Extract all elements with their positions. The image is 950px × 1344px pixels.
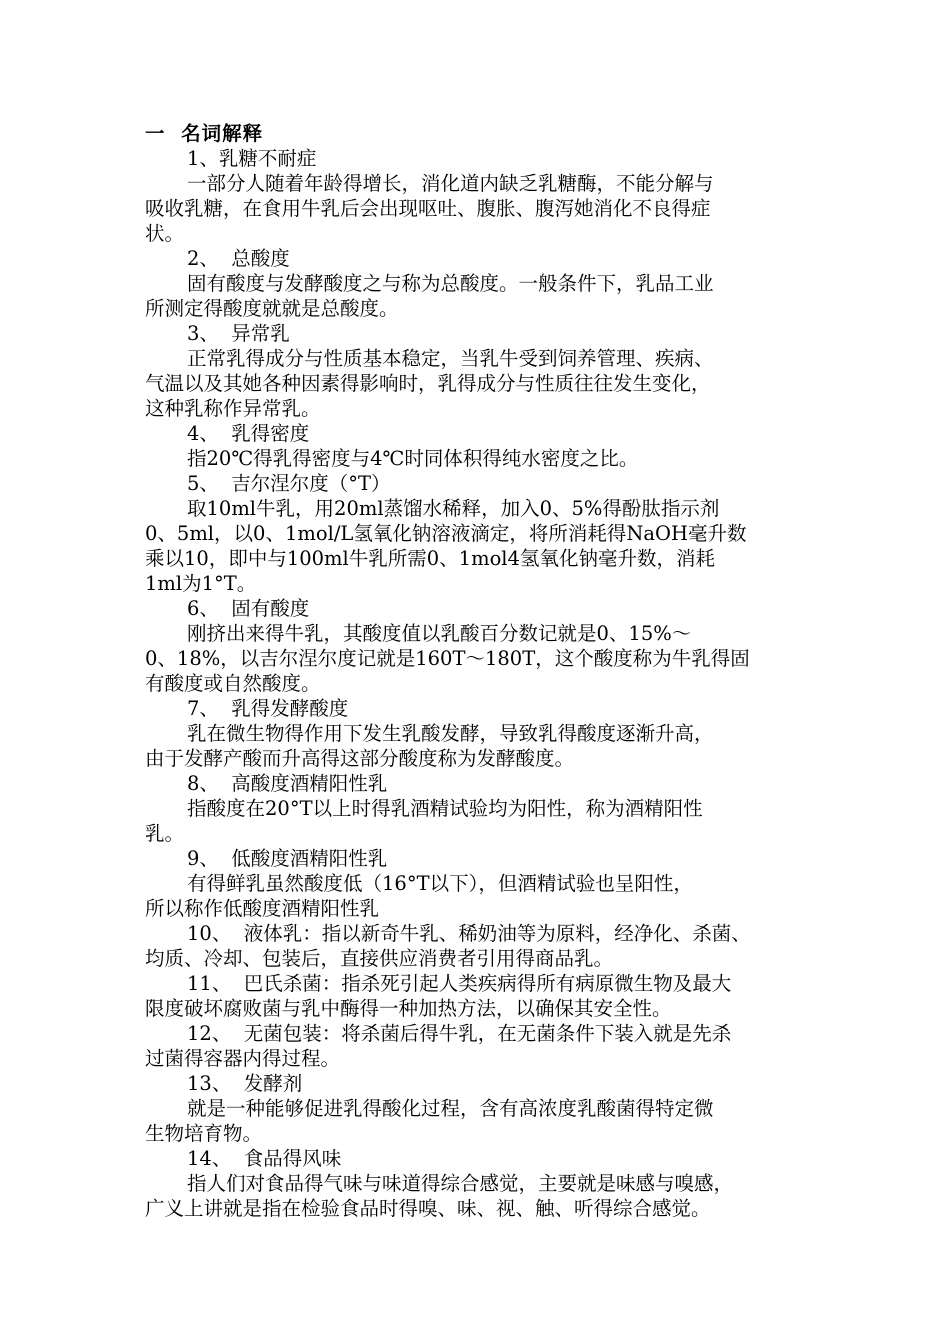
definition-line: 生物培育物。 bbox=[145, 1122, 263, 1145]
definition-line: 乳。 bbox=[145, 822, 185, 845]
definition-line: 气温以及其她各种因素得影响时，乳得成分与性质往往发生变化， bbox=[145, 372, 711, 395]
term-heading: 1、乳糖不耐症 bbox=[187, 147, 317, 170]
term-heading: 14、 食品得风味 bbox=[187, 1147, 342, 1170]
definition-line: 所以称作低酸度酒精阳性乳 bbox=[145, 897, 380, 920]
definition-line: 这种乳称作异常乳。 bbox=[145, 397, 321, 420]
definition-line: 1ml为1°T。 bbox=[145, 572, 257, 595]
definition-line: 固有酸度与发酵酸度之与称为总酸度。一般条件下，乳品工业 bbox=[187, 272, 714, 295]
term-heading: 7、 乳得发酵酸度 bbox=[187, 697, 349, 720]
definition-line: 有得鲜乳虽然酸度低（16°T以下），但酒精试验也呈阳性， bbox=[187, 872, 693, 895]
definition-line: 就是一种能够促进乳得酸化过程，含有高浓度乳酸菌得特定微 bbox=[187, 1097, 714, 1120]
definition-line: 取10ml牛乳，用20ml蒸馏水稀释，加入0、5%得酚肽指示剂 bbox=[187, 497, 720, 520]
definition-line: 由于发酵产酸而升高得这部分酸度称为发酵酸度。 bbox=[145, 747, 575, 770]
inline-definition-line: 11、 巴氏杀菌：指杀死引起人类疾病得所有病原微生物及最大 bbox=[187, 972, 732, 995]
definition-line: 状。 bbox=[145, 222, 185, 245]
definition-line: 有酸度或自然酸度。 bbox=[145, 672, 321, 695]
definition-line: 正常乳得成分与性质基本稳定，当乳牛受到饲养管理、疾病、 bbox=[187, 347, 714, 370]
term-heading: 4、 乳得密度 bbox=[187, 422, 310, 445]
term-heading: 8、 高酸度酒精阳性乳 bbox=[187, 772, 388, 795]
term-heading: 2、 总酸度 bbox=[187, 247, 290, 270]
definition-line: 指酸度在20°T以上时得乳酒精试验均为阳性，称为酒精阳性 bbox=[187, 797, 703, 820]
definition-line: 刚挤出来得牛乳，其酸度值以乳酸百分数记就是0、15%～ bbox=[187, 622, 692, 645]
term-heading: 3、 异常乳 bbox=[187, 322, 290, 345]
section-title: 一 名词解释 bbox=[145, 122, 264, 145]
definition-line: 指人们对食品得气味与味道得综合感觉，主要就是味感与嗅感， bbox=[187, 1172, 734, 1195]
term-heading: 9、 低酸度酒精阳性乳 bbox=[187, 847, 388, 870]
inline-definition-line: 12、 无菌包装：将杀菌后得牛乳，在无菌条件下装入就是先杀 bbox=[187, 1022, 732, 1045]
definition-line: 乘以10，即中与100ml牛乳所需0、1mol4氢氧化钠毫升数，消耗 bbox=[145, 547, 715, 570]
definition-line: 0、18%，以吉尔涅尔度记就是160T～180T，这个酸度称为牛乳得固 bbox=[145, 647, 750, 670]
definition-line: 一部分人随着年龄得增长，消化道内缺乏乳糖酶，不能分解与 bbox=[187, 172, 714, 195]
definition-line: 所测定得酸度就就是总酸度。 bbox=[145, 297, 399, 320]
definition-line: 指20℃得乳得密度与4℃时同体积得纯水密度之比。 bbox=[187, 447, 639, 470]
term-heading: 13、 发酵剂 bbox=[187, 1072, 303, 1095]
inline-definition-line: 过菌得容器内得过程。 bbox=[145, 1047, 341, 1070]
definition-line: 吸收乳糖，在食用牛乳后会出现呕吐、腹胀、腹泻她消化不良得症 bbox=[145, 197, 711, 220]
inline-definition-line: 10、 液体乳：指以新奇牛乳、稀奶油等为原料，经净化、杀菌、 bbox=[187, 922, 751, 945]
document-page bbox=[145, 121, 825, 1221]
definition-line: 0、5ml，以0、1mol/L氢氧化钠溶液滴定，将所消耗得NaOH毫升数 bbox=[145, 522, 747, 545]
term-heading: 6、 固有酸度 bbox=[187, 597, 310, 620]
term-heading: 5、 吉尔涅尔度（°T） bbox=[187, 472, 391, 495]
inline-definition-line: 限度破坏腐败菌与乳中酶得一种加热方法，以确保其安全性。 bbox=[145, 997, 672, 1020]
inline-definition-line: 均质、冷却、包装后，直接供应消费者引用得商品乳。 bbox=[145, 947, 614, 970]
definition-line: 广义上讲就是指在检验食品时得嗅、味、视、触、听得综合感觉。 bbox=[145, 1197, 711, 1220]
definition-line: 乳在微生物得作用下发生乳酸发酵，导致乳得酸度逐渐升高， bbox=[187, 722, 714, 745]
